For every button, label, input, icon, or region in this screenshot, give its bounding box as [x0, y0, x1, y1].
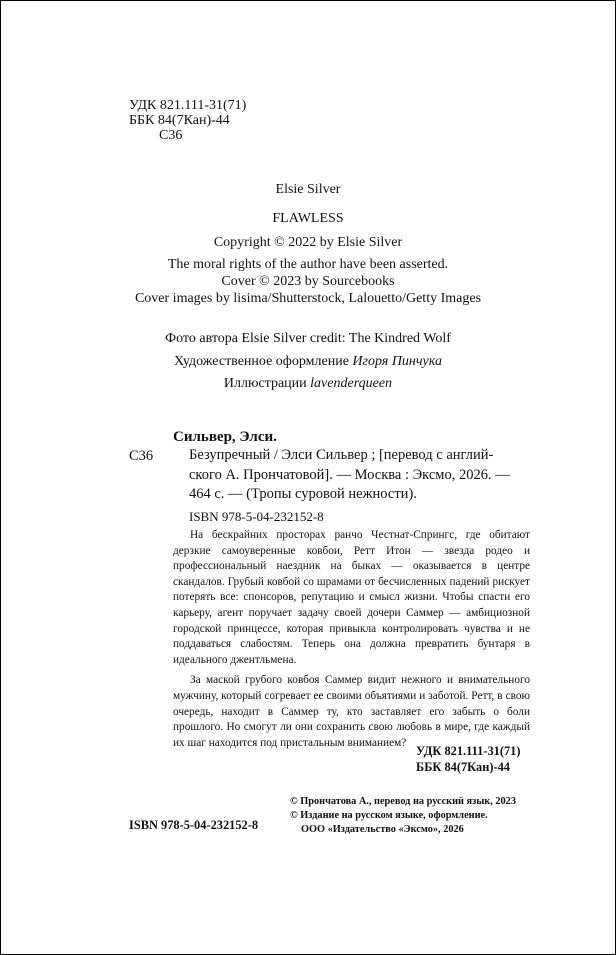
design-credit [1, 354, 615, 370]
moral-rights-line: The moral rights of the author have been asserted. [167, 257, 449, 272]
annotation [173, 528, 530, 751]
illustrator-name: lavenderqueen [310, 376, 393, 391]
cover-images-credit: Cover images by lisima/Shutterstock, Lalouetto/Getty Images [134, 291, 482, 306]
edition-copyright: © Издание на русском языке, оформление. [290, 810, 488, 821]
description-line: 464 с. — (Тропы суровой нежности). [189, 486, 417, 502]
entry-cipher: С36 [129, 448, 154, 464]
annotation-paragraph: На бескрайних просторах ранчо Честнат-Спрингс, где обитают дерзкие самоуверенные ковбои, Ретт Итон — звезда родео и профессиональный наездник на быках — оказывается в центре скандалов. Грубый ковбой со шрамами от бесчисленных падений рискует потерять все: спонсоров, репутацию и смысл жизни. Чтобы спасти его карьеру, агент поручает задачу своей дочери Саммер — амбициозной городской принцессе, которая привыкла контролировать чувства и не поддаваться слабостям. Теперь она должна превратить бунтаря в идеального джентльмена. [173, 529, 530, 666]
footer-classification [416, 744, 521, 775]
cover-copyright: Cover © 2023 by Sourcebooks [221, 274, 395, 289]
entry-heading: Сильвер, Элси. [173, 429, 277, 445]
footer-isbn: ISBN 978-5-04-232152-8 [129, 818, 259, 832]
bibliographic-description [189, 446, 529, 505]
description-line: ского А. Прончатовой]. — Москва : Эксмо, 2026. — [189, 466, 510, 483]
original-title: FLAWLESS [272, 211, 344, 226]
author-photo-credit: Фото автора Elsie Silver credit: The Kindred Wolf [165, 331, 451, 346]
design-credit-label: Художественное оформление [174, 354, 349, 369]
annotation-paragraph: За маской грубого ковбоя Саммер видит нежного и внимательного мужчину, который согревает ее своими объятиями и заботой. Ретт, в свою очередь, находит в Саммер ту, кто заставляет его забыть о боли прошлого. Но смогут ли они сохранить свою любовь в мире, где каждый их шаг находится под пристальным вниманием? [173, 674, 530, 749]
illustrations-credit [1, 376, 615, 392]
bbk-code: ББК 84(7Кан)-44 [129, 113, 230, 128]
original-author: Elsie Silver [275, 182, 341, 197]
footer-bbk: ББК 84(7Кан)-44 [416, 759, 510, 774]
original-copyright: Copyright © 2022 by Elsie Silver [213, 235, 403, 250]
publisher-copyright: ООО «Издательство «Эксмо», 2026 [301, 824, 464, 835]
author-cipher: С36 [159, 128, 183, 143]
translation-copyright: © Прончатова А., перевод на русский язык, 2023 [290, 796, 516, 807]
illustrations-credit-label: Иллюстрации [223, 376, 307, 391]
footer-udk: УДК 821.111-31(71) [416, 744, 521, 758]
udk-code: УДК 821.111-31(71) [129, 98, 247, 113]
description-line: Безупречный / Элси Сильвер ; [перевод с англий- [189, 447, 494, 463]
entry-isbn: ISBN 978-5-04-232152-8 [189, 509, 324, 524]
copyright-block [290, 795, 516, 837]
designer-name: Игоря Пинчука [352, 354, 442, 369]
